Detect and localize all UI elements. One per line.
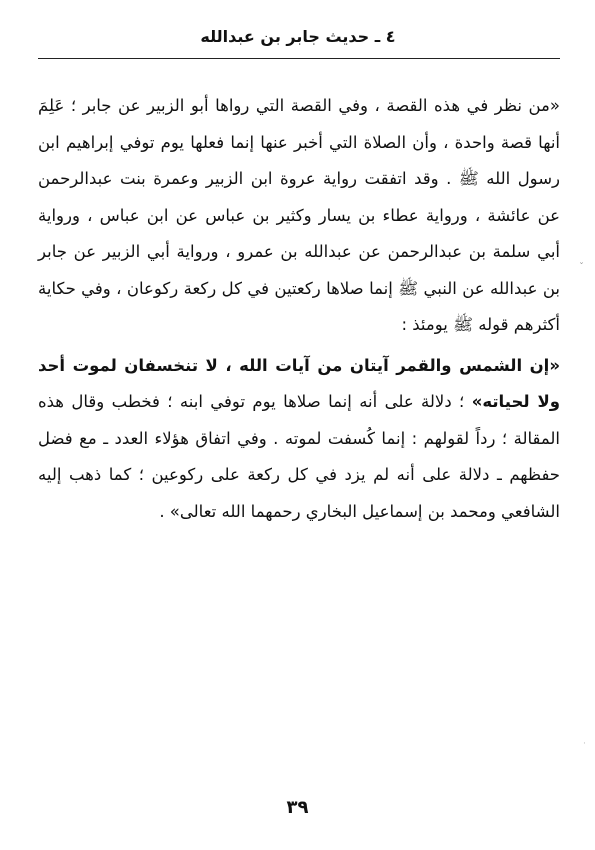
chapter-title: ٤ ـ حديث جابر بن عبدالله <box>200 27 396 46</box>
scan-speck: · <box>583 739 586 749</box>
paragraph-quotation: «من نظر في هذه القصة ، وفي القصة التي رواها أبو الزبير عن جابر ؛ عَلِمَ أنها قصة واحدة ، وأن الصلاة التي أخبر عنها إنما فعلها يوم توفي إبراهيم ابن رسول الله ﷺ . وقد اتفقت رواية عروة ابن الزبير وعمرة بنت عبدالرحمن عن عائشة ، ورواية عطاء بن يسار وكثير بن عباس عن ابن عباس ، ورواية أبي سلمة بن عبدالرحمن عن عبدالله بن عمرو ، ورواية أبي الزبير عن جابر بن عبدالله عن النبي ﷺ إنما صلاها ركعتين في كل ركعة ركوعان ، وفي حكاية أكثرهم قوله ﷺ يومئذ : <box>38 96 560 334</box>
header-divider <box>38 58 560 59</box>
margin-mark: ˇ <box>579 262 584 273</box>
hadith-quote: «إن الشمس والقمر آيتان من آيات الله ، لا تنخسفان لموت أحد ولا لحياته» <box>38 355 560 411</box>
paragraph-continuation: ؛ دلالة على أنه إنما صلاها يوم توفي ابنه ؛ فخطب وقال هذه المقالة ؛ رداً لقولهم : إنما كُسفت لموته . وفي اتفاق هؤلاء العدد ـ مع فضل حفظهم ـ دلالة على أنه لم يزد في كل ركعة على ركوعين ؛ كما ذهب إليه الشافعي ومحمد بن إسماعيل البخاري رحمهما الله تعالى» . <box>38 392 560 521</box>
paragraph-hadith-explanation <box>38 348 560 531</box>
main-text <box>38 88 560 530</box>
page-number: ٣٩ <box>286 797 309 818</box>
running-header <box>38 24 558 56</box>
